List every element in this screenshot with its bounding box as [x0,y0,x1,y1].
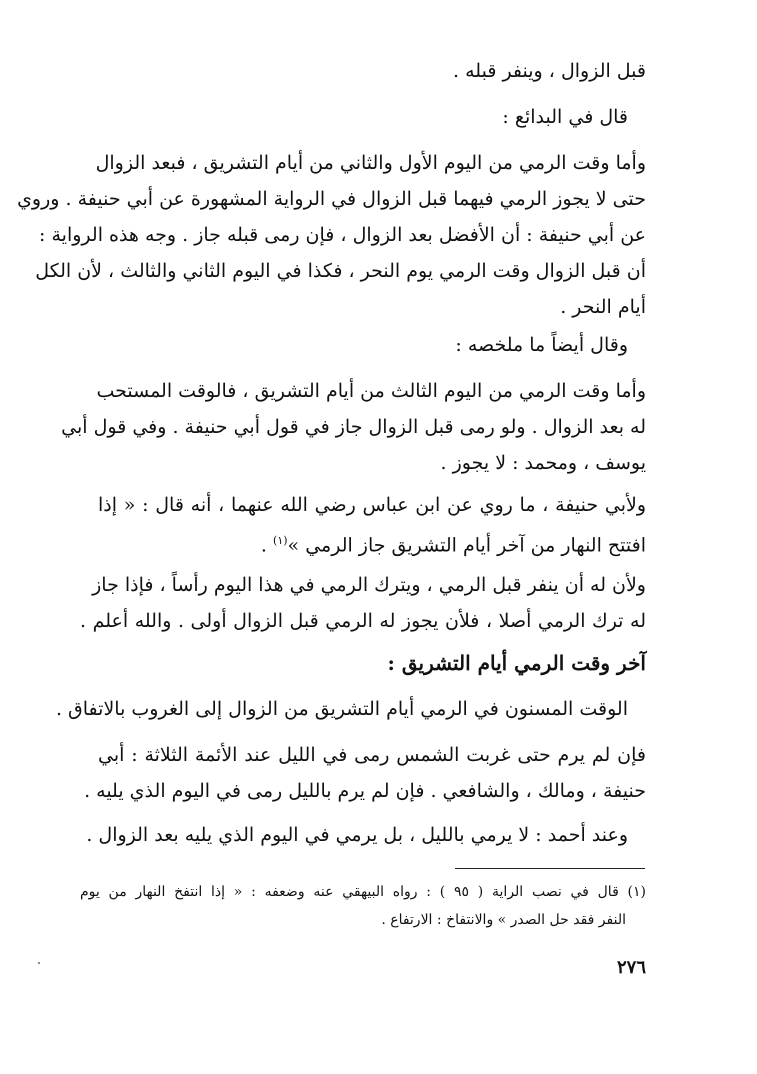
text-line: وأما وقت الرمي من اليوم الثالث من أيام التشريق ، فالوقت المستحب [96,380,646,402]
text-line: ولأن له أن ينفر قبل الرمي ، ويترك الرمي في هذا اليوم رأساً ، فإذا جاز [92,574,646,596]
text-line: الوقت المسنون في الرمي أيام التشريق من الزوال إلى الغروب بالاتفاق . [55,698,628,720]
text-line-tail: . [260,534,274,557]
text-line [80,528,646,556]
text-line: حنيفة ، ومالك ، والشافعي . فإن لم يرم بالليل رمى في اليوم الذي يليه . [84,780,646,802]
footnote-divider [455,868,645,869]
text-line: فإن لم يرم حتى غربت الشمس رمى في الليل عند الأئمة الثلاثة : أبي [98,744,646,766]
text-line: له بعد الزوال . ولو رمى قبل الزوال جاز في قول أبي حنيفة . وفي قول أبي [61,416,646,438]
text-line: قال في البدائع : [502,106,628,128]
text-line: يوسف ، ومحمد : لا يجوز . [440,452,646,474]
text-line: أن قبل الزوال وقت الرمي يوم النحر ، فكذا في اليوم الثاني والثالث ، لأن الكل [35,260,646,282]
text-line: ولأبي حنيفة ، ما روي عن ابن عباس رضي الله عنهما ، أنه قال : « إذا [98,494,646,516]
footnote-marker[interactable]: (١) [273,534,288,547]
heading-text: آخر وقت الرمي أيام التشريق : [387,651,646,675]
text-line: وقال أيضاً ما ملخصه : [455,334,628,356]
text-line: أيام النحر . [560,296,646,318]
text-line: عن أبي حنيفة : أن الأفضل بعد الزوال ، فإن رمى قبله جاز . وجه هذه الرواية : [39,224,646,246]
text-line: حتى لا يجوز الرمي فيهما قبل الزوال في الرواية المشهورة عن أبي حنيفة . وروي [17,188,646,210]
footnote-line: النفر فقد حل الصدر » والانتفاخ : الارتفاع . [381,912,626,928]
text-line: وأما وقت الرمي من اليوم الأول والثاني من أيام التشريق ، فبعد الزوال [95,152,646,174]
text-line: له ترك الرمي أصلا ، فلأن يجوز له الرمي قبل الزوال أولى . والله أعلم . [80,610,646,632]
page-number: ٢٧٦ [616,957,646,978]
text-line-body: افتتح النهار من آخر أيام التشريق جاز الرمي » [287,534,646,557]
text-line: قبل الزوال ، وينفر قبله . [453,60,646,82]
scan-speck [38,962,40,964]
footnote-line: (١) قال في نصب الراية ( ٩٥ ) : رواه البيهقي عنه وضعفه : « إذا انتفخ النهار من يوم [80,884,646,900]
text-line: وعند أحمد : لا يرمي بالليل ، بل يرمي في اليوم الذي يليه بعد الزوال . [86,824,628,846]
